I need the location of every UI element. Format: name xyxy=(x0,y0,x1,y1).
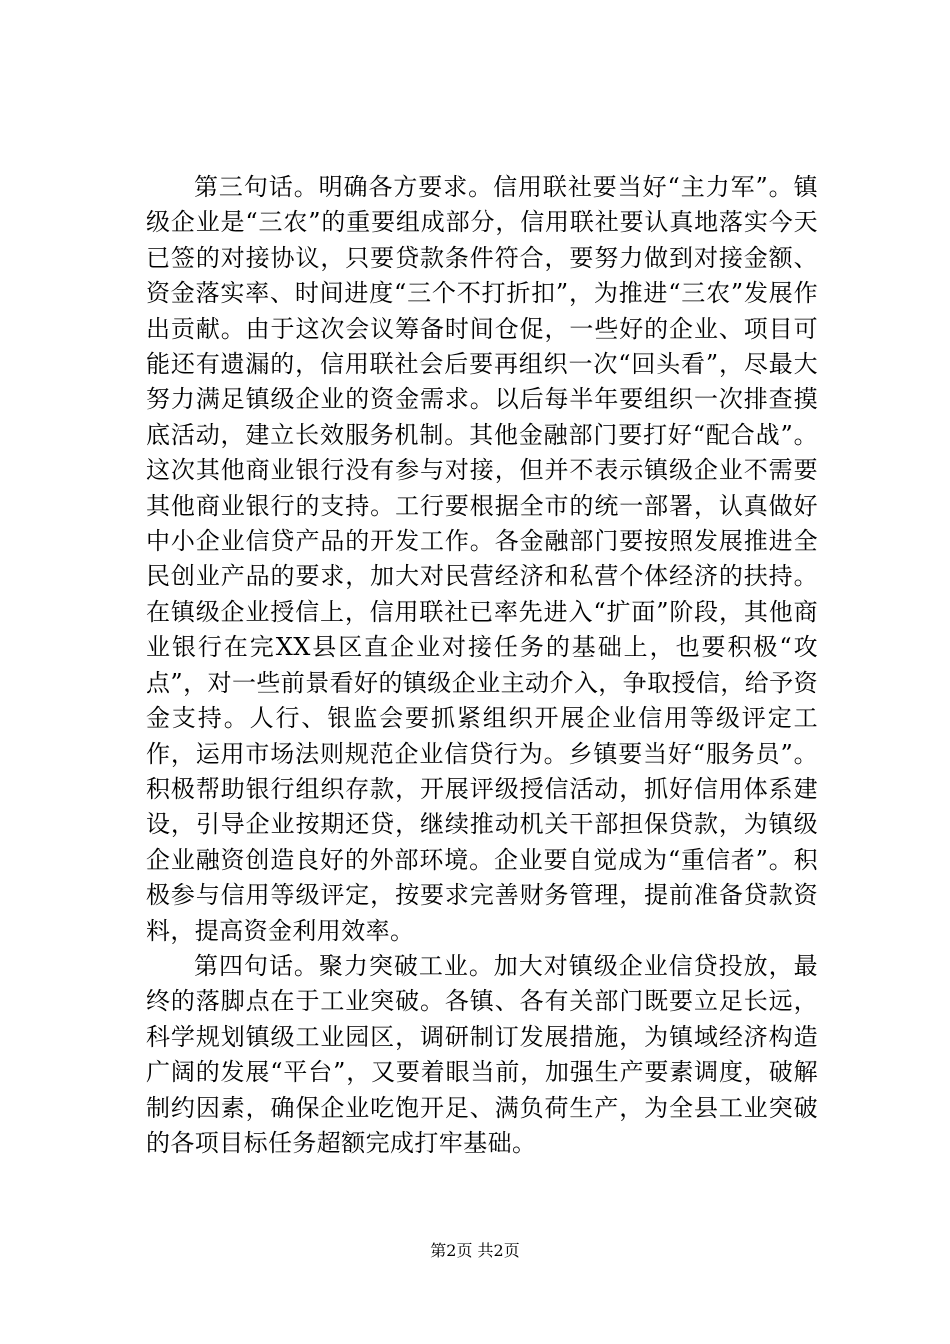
paragraph-third-point: 第三句话。明确各方要求。信用联社要当好“主力军”。镇级企业是“三农”的重要组成部分，信用联社要认真地落实今天已签的对接协议，只要贷款条件符合，要努力做到对接金额、资金落实率、时间进度“三个不打折扣”，为推进“三农”发展作出贡献。由于这次会议筹备时间仓促，一些好的企业、项目可能还有遗漏的，信用联社会后要再组织一次“回头看”，尽最大努力满足镇级企业的资金需求。以后每半年要组织一次排查摸底活动，建立长效服务机制。其他金融部门要打好“配合战”。这次其他商业银行没有参与对接，但并不表示镇级企业不需要其他商业银行的支持。工行要根据全市的统一部署，认真做好中小企业信贷产品的开发工作。各金融部门要按照发展推进全民创业产品的要求，加大对民营经济和私营个体经济的扶持。在镇级企业授信上，信用联社已率先进入“扩面”阶段，其他商业银行在完XX县区直企业对接任务的基础上，也要积极“攻点”，对一些前景看好的镇级企业主动介入，争取授信，给予资金支持。人行、银监会要抓紧组织开展企业信用等级评定工作，运用市场法则规范企业信贷行为。乡镇要当好“服务员”。积极帮助银行组织存款，开展评级授信活动，抓好信用体系建设，引导企业按期还贷，继续推动机关干部担保贷款，为镇级企业融资创造良好的外部环境。企业要自觉成为“重信者”。积极参与信用等级评定，按要求完善财务管理，提前准备贷款资料，提高资金利用效率。 xyxy=(146,173,818,945)
page-footer xyxy=(0,1240,950,1262)
page-number-label: 第2页 共2页 xyxy=(430,1241,520,1260)
paragraph-fourth-point: 第四句话。聚力突破工业。加大对镇级企业信贷投放，最终的落脚点在于工业突破。各镇、各有关部门既要立足长远，科学规划镇级工业园区，调研制订发展措施，为镇域经济构造广阔的发展“平台”，又要着眼当前，加强生产要素调度，破解制约因素，确保企业吃饱开足、满负荷生产，为全县工业突破的各项目标任务超额完成打牢基础。 xyxy=(146,951,818,1157)
document-body xyxy=(146,170,818,1161)
